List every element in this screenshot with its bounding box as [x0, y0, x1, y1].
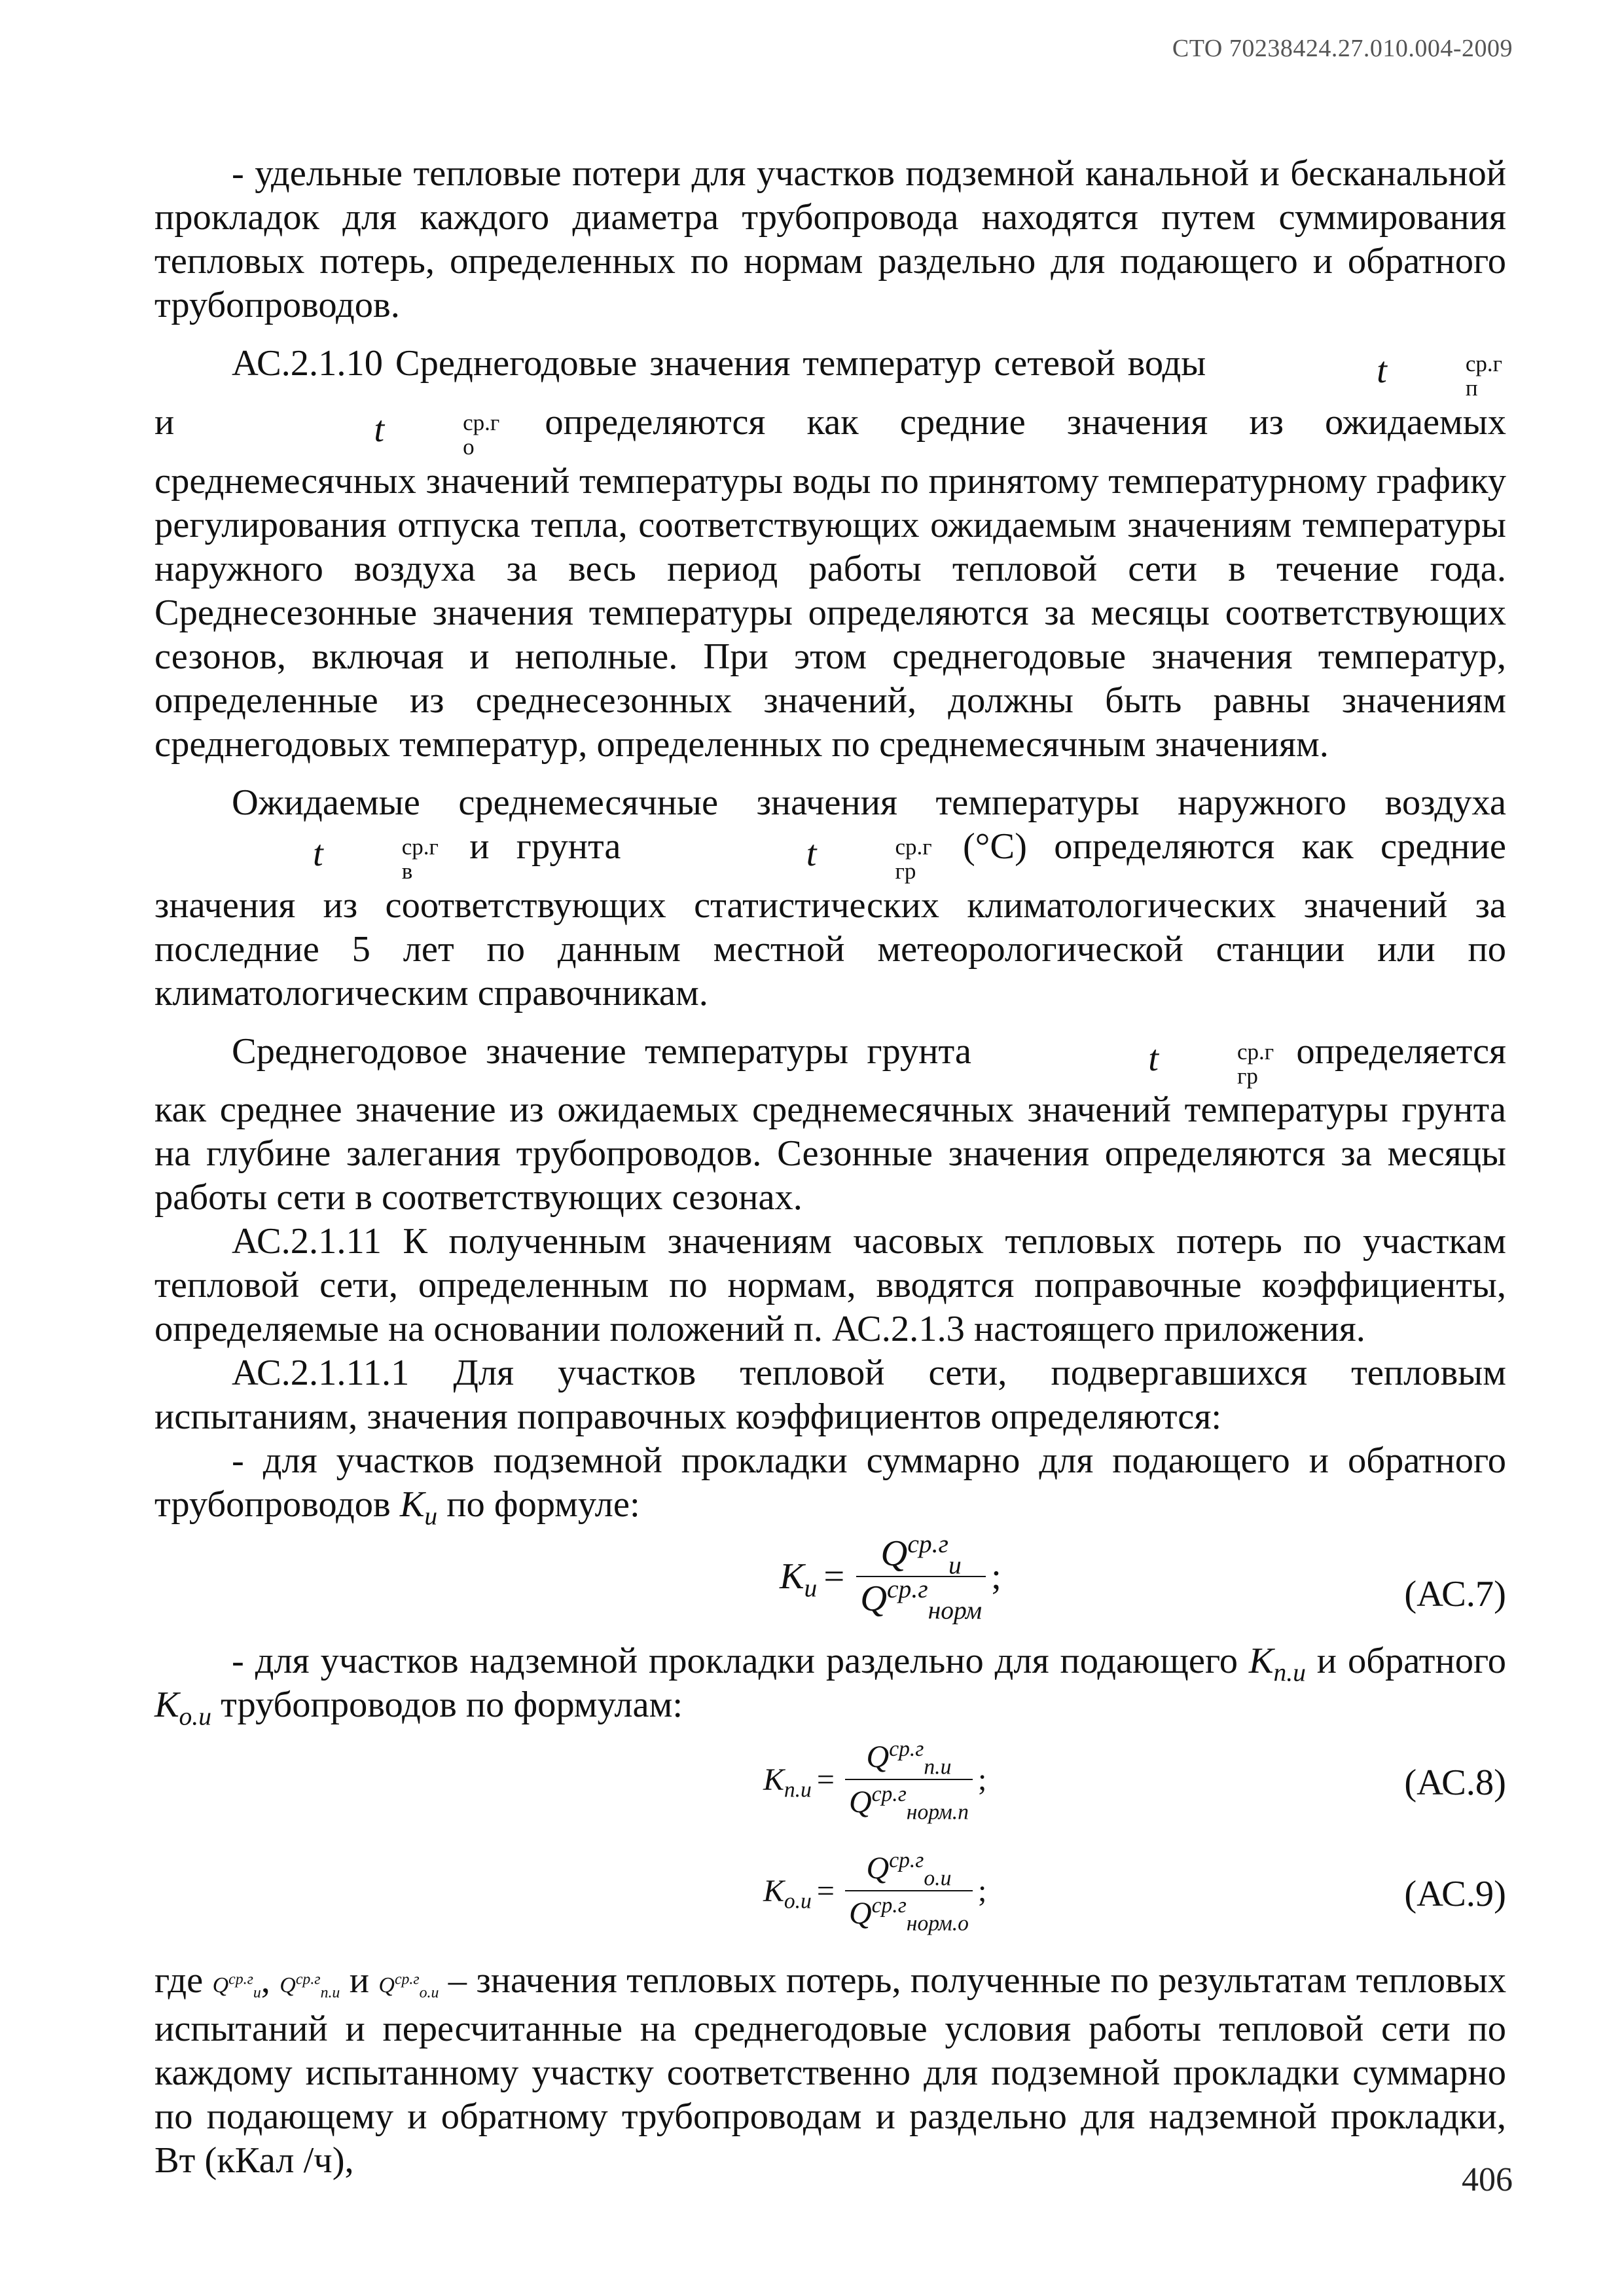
symbol-t-ground: t ср.г гр [806, 833, 932, 884]
formula-lhs: $К_{о.и}$ [763, 1873, 812, 1914]
formula-fraction: $\frac{Q^{ср.г}_и}{Q^{ср.г}_{норм}}$ [856, 1532, 986, 1621]
formula-ac-8: $К_{п.и}$ = $\frac{Q^{ср.г}_{п.и}}{Q^{ср.г}_{норм.п}}$ ; (АС.8) [154, 1735, 1506, 1833]
symbol-t-return: t ср.г о [374, 409, 500, 460]
formula-lhs: $К_{п.и}$ [763, 1762, 812, 1802]
symbol-q-oi: $Q^{ср.г}_{о.и}$ [378, 1971, 439, 2002]
equation-number-ac-9: (АС.9) [1404, 1874, 1506, 1915]
equation-number-ac-8: (АС.8) [1404, 1762, 1506, 1804]
paragraph-aboveground-formula-intro: - для участков надземной прокладки раздельно для подающего $К_{п.и}$ и обратного $К_{о.и}$ трубопроводов по формулам: [154, 1641, 1507, 1731]
paragraph-ground-temperature: Среднегодовое значение температуры грунта t ср.г гр определяется как среднее значение из ожидаемых среднемесячных значений температуры грунта на глубине залегания трубопроводов. Сезонные значения определяются за месяцы работы сети в соответствующих сезонах. [154, 1030, 1507, 1218]
symbol-k-oi: $К_{о.и}$ [154, 1685, 211, 1731]
paragraph-ac-2-1-10: АС.2.1.10 Среднегодовые значения температур сетевой воды t ср.г п и t ср.г о определяются как средние значения из ожидаемых среднемесячных значений температуры воды по принятому температурному графику регулирования отпуска тепла, соответствующих ожидаемым значениям температуры наружного воздуха за весь период работы тепловой сети в течение года. Среднесезонные значения температуры определяются за месяцы соответствующих сезонов, включая и неполные. При этом среднегодовые значения температур, определенные из среднесезонных значений, должны быть равны значениям среднегодовых температур, определенных по среднемесячным значениям. [154, 343, 1507, 765]
paragraph-underground-formula-intro: - для участков подземной прокладки суммарно для подающего и обратного трубопроводов $К_и$ по формуле: [154, 1440, 1506, 1531]
symbol-t-air: t ср.г в [313, 833, 439, 884]
equation-number-ac-7: (АС.7) [1404, 1574, 1506, 1615]
formula-lhs: $К_и$ [780, 1556, 818, 1603]
formula-fraction: $\frac{Q^{ср.г}_{о.и}}{Q^{ср.г}_{норм.о}}$ [845, 1846, 973, 1935]
formula-fraction: $\frac{Q^{ср.г}_{п.и}}{Q^{ср.г}_{норм.п}}$ [845, 1735, 973, 1824]
symbol-t-supply: t ср.г п [1377, 350, 1502, 401]
document-code-header: СТО 70238424.27.010.004-2009 [1172, 35, 1513, 62]
symbol-k-i: $К_и$ [399, 1484, 438, 1531]
symbol-t-ground-annual: t ср.г гр [1148, 1038, 1274, 1089]
paragraph-expected-monthly-temperatures: Ожидаемые среднемесячные значения температуры наружного воздуха t ср.г в и грунта t ср.г гр (°C) определяются как средние значения из соответствующих статистических климатологических значений за последние 5 лет по данным местной метеорологической станции или по климатологическим справочникам. [154, 782, 1506, 1013]
formula-ac-7: $К_и$ = $\frac{Q^{ср.г}_и}{Q^{ср.г}_{норм}}$ ; (АС.7) [780, 1529, 1506, 1625]
paragraph-ac-2-1-11: АС.2.1.11 К полученным значениям часовых тепловых потерь по участкам тепловой сети, определенным по нормам, вводятся поправочные коэффициенты, определяемые на основании положений п. АС.2.1.3 настоящего приложения. [154, 1221, 1506, 1350]
paragraph-where-definitions: где $Q^{ср.г}_и$, $Q^{ср.г}_{п.и}$ и $Q^{ср.г}_{о.и}$ – значения тепловых потерь, полученные по результатам тепловых испытаний и пересчитанные на среднегодовые условия работы тепловой сети по каждому испытанному участку соответственно для подземной прокладки суммарно по подающему и обратному трубопроводам и раздельно для надземной прокладки, Вт (кКал /ч), [154, 1960, 1507, 2181]
formula-ac-9: $К_{о.и}$ = $\frac{Q^{ср.г}_{о.и}}{Q^{ср.г}_{норм.о}}$ ; (АС.9) [154, 1846, 1506, 1944]
page-body [154, 152, 1506, 2183]
paragraph-heat-loss-summation: - удельные тепловые потери для участков подземной канальной и бесканальной прокладок для каждого диаметра трубопровода находятся путем суммирования тепловых потерь, определенных по нормам раздельно для подающего и обратного трубопроводов. [154, 153, 1506, 325]
symbol-k-pi: $К_{п.и}$ [1248, 1641, 1306, 1687]
symbol-q-pi: $Q^{ср.г}_{п.и}$ [280, 1971, 340, 2002]
symbol-q-i: $Q^{ср.г}_и$ [212, 1971, 261, 2002]
paragraph-ac-2-1-11-1: АС.2.1.11.1 Для участков тепловой сети, подвергавшихся тепловым испытаниям, значения поправочных коэффициентов определяются: [154, 1353, 1506, 1438]
page-number: 406 [1462, 2161, 1513, 2198]
